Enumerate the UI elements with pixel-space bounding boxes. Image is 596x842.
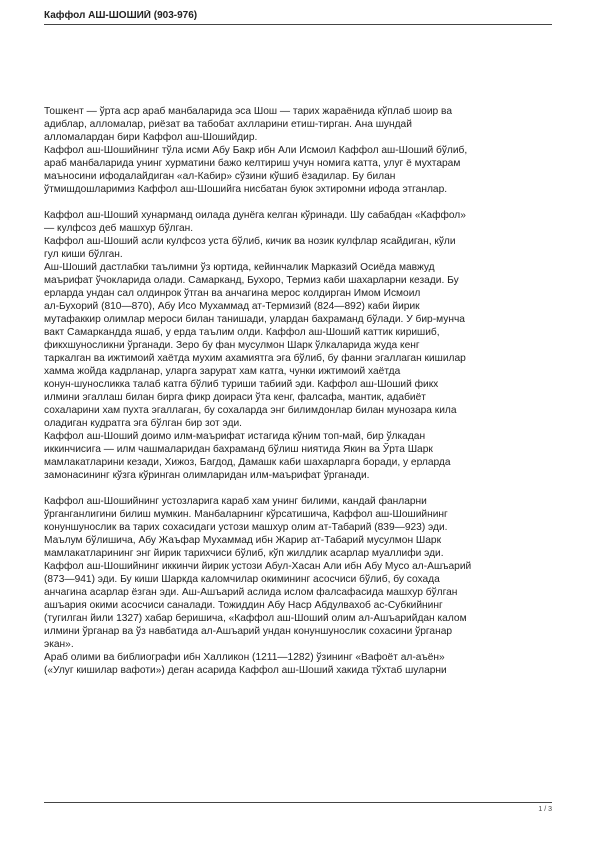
text-line: мамлакатларининг энг йирик тарихчиси бўлиб, кўп жилдлик асарлар муаллифи эди.: [44, 548, 444, 559]
text-line: («Улуг кишилар вафоти») деган асарида Каффол аш-Шоший хакида тўхтаб шуларни: [44, 665, 447, 676]
text-line: маърифат ўчокларида олади. Самарканд, Бухоро, Термиз каби шахарларни кезади. Бу: [44, 275, 459, 286]
text-line: — кулфсоз деб машхур бўлган.: [44, 223, 194, 234]
text-line: иккинчисига — илм чашмаларидан бахраманд бўлиш ниятида Якин ва Ўрта Шарк: [44, 444, 433, 455]
text-line: Каффол аш-Шошийнинг устозларига караб хам унинг билими, кандай фанларни: [44, 496, 427, 507]
page-header: [44, 10, 552, 25]
text-line: ашъария окими асосчиси саналади. Тожиддин Абу Наср Абдулвахоб ас-Субкийнинг: [44, 600, 443, 611]
text-line: (тугилган йили 1327) хабар беришича, «Каффол аш-Шоший олим ал-Ашъарийдан калом: [44, 613, 467, 624]
text-line: Каффол аш-Шошийнинг иккинчи йирик устози Абул-Хасан Али ибн Абу Мусо ал-Ашъарий: [44, 561, 472, 572]
text-line: ерларда ундан сал олдинрок ўтган ва анчагина мерос колдирган Имом Исмоил: [44, 288, 421, 299]
text-line: Маълум бўлишича, Абу Жаъфар Мухаммад ибн Жарир ат-Табарий мусулмон Шарк: [44, 535, 442, 546]
text-line: мутафаккир олимлар мероси билан танишади, улардан бахраманд бўлади. У бир-мунча: [44, 314, 465, 325]
text-line: илмини ўрганар ва ўз навбатида ал-Ашъарий ундан конуншунослик сохасини ўрганар: [44, 626, 453, 637]
text-line: араб манбаларида унинг хурматини бажо келтириш учун номига катта, улуг ё мухтарам: [44, 158, 461, 169]
text-line: конун-шуносликка талаб катга бўлиб туриши табиий эди. Каффол аш-Шоший фикх: [44, 379, 439, 390]
page-number: 1 / 3: [538, 806, 552, 813]
text-line: (873—941) эди. Бу киши Шаркда каломчилар окимининг асосчиси бўлиб, бу сохада: [44, 574, 440, 585]
text-line: илмини эгаллаш билан бирга фикр доираси ўта кенг, фалсафа, мантик, адабиёт: [44, 392, 426, 403]
text-line: ал-Бухорий (810—870), Абу Исо Мухаммад ат-Термизий (824—892) каби йирик: [44, 301, 420, 312]
text-line: Каффол аш-Шоший асли кулфсоз уста бўлиб, кичик ва нозик кулфлар ясайдиган, кўли: [44, 236, 456, 247]
text-line: анчагина асарлар ёзган эди. Аш-Ашъарий аслида ислом фалсафасида машхур бўлган: [44, 587, 458, 598]
paragraph: [44, 105, 554, 196]
document-body: [44, 105, 554, 690]
text-line: маъносини ифодалайдиган «ал-Кабир» сўзини кўшиб ёзадилар. Бу билан: [44, 171, 396, 182]
text-line: Тошкент — ўрта аср араб манбаларида эса Шош — тарих жараёнида кўплаб шоир ва: [44, 106, 452, 117]
document-title: Каффол АШ-ШОШИЙ (903-976): [44, 10, 198, 21]
text-line: Араб олими ва библиографи ибн Халликон (1211—1282) ўзининг «Вафоёт ал-аъён»: [44, 652, 445, 663]
text-line: ўрганганлигини билиш мумкин. Манбаларнинг кўрсатишича, Каффол аш-Шошийнинг: [44, 509, 448, 520]
text-line: мамлакатларини кезади, Хижоз, Багдод, Дамашк каби шахарларга боради, у ерларда: [44, 457, 451, 468]
text-line: ўтмишдошларимиз Каффол аш-Шошийга нисбатан буюк эхтиромни ифода этганлар.: [44, 184, 448, 195]
text-line: Каффол аш-Шоший хунарманд оилада дунёга келган кўринади. Шу сабабдан «Каффол»: [44, 210, 466, 221]
text-line: замонасининг кўзга кўринган олимларидан илм-маърифат ўрганади.: [44, 470, 370, 481]
text-line: вакт Самаркандда яшаб, у ерда таълим олди. Каффол аш-Шоший каттик киришиб,: [44, 327, 440, 338]
paragraph: [44, 209, 554, 482]
text-line: экан».: [44, 639, 74, 650]
text-line: алломалардан бири Каффол аш-Шошийдир.: [44, 132, 258, 143]
text-line: фикхшуносликни ўрганади. Зеро бу фан мусулмон Шарк ўлкаларида жуда кенг: [44, 340, 420, 351]
text-line: хамма жойда кадрланар, уларга зарурат хам катга, чунки ижтимоий хаётда: [44, 366, 401, 377]
text-line: Каффол аш-Шошийнинг тўла исми Абу Бакр ибн Али Исмоил Каффол аш-Шоший бўлиб,: [44, 145, 468, 156]
page-footer: [44, 802, 552, 813]
text-line: Аш-Шоший дастлабки таълимни ўз юртида, кейинчалик Марказий Осиёда мавжуд: [44, 262, 435, 273]
text-line: гул киши бўлган.: [44, 249, 123, 260]
text-line: Каффол аш-Шоший доимо илм-маърифат истагида кўним топ-май, бир ўлкадан: [44, 431, 426, 442]
text-line: адиблар, алломалар, риёзат ва табобат ахлларини етиш-тирган. Ана шундай: [44, 119, 412, 130]
text-line: сохаларини хам пухта эгаллаган, бу сохаларда энг билимдонлар билан мунозара кила: [44, 405, 457, 416]
paragraph: [44, 495, 554, 677]
text-line: таркалган ва ижтимоий хаётда мухим ахамиятга эга бўлиб, бу фанни эгаллаган кишилар: [44, 353, 466, 364]
text-line: оладиган кудратга эга бўлган бир зот эди.: [44, 418, 242, 429]
text-line: конуншунослик ва тарих сохасидаги устози машхур олим ат-Табарий (839—923) эди.: [44, 522, 448, 533]
